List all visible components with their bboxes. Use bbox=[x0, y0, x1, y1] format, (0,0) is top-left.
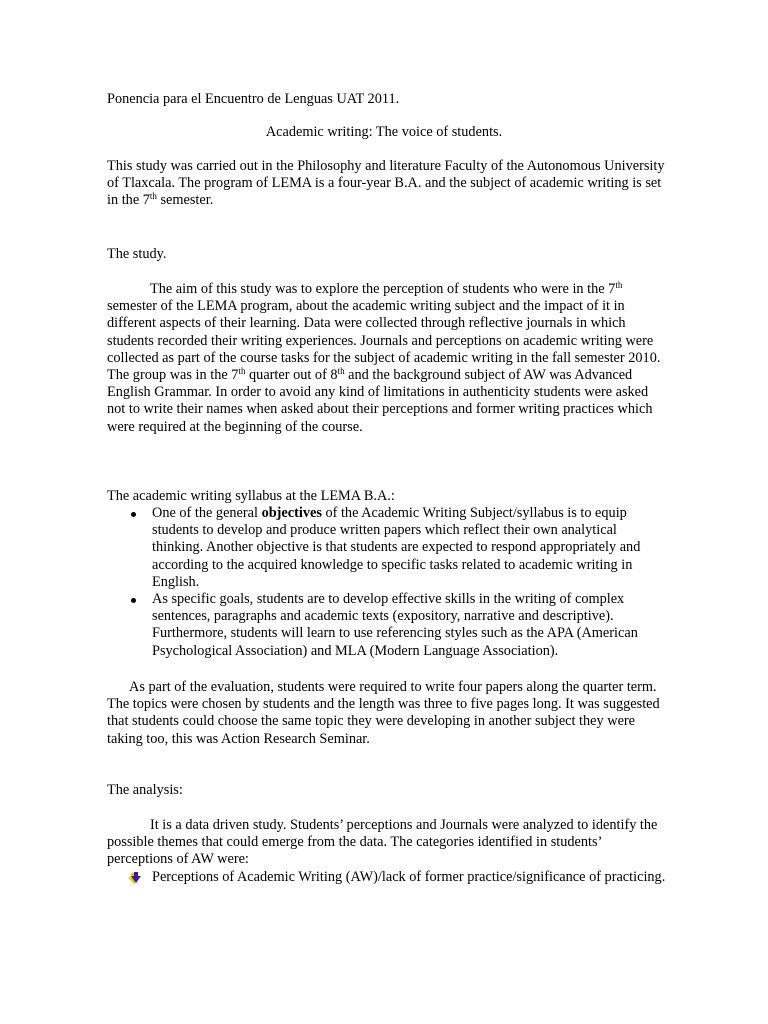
bullet-dot-icon bbox=[131, 512, 136, 517]
list-item: As specific goals, students are to develop effective skills in the writing of complex sentences, paragraphs and academic texts (expository, narrative and descriptive). Furthermore, students will learn to use referencing styles such as the APA (American Psychological Association) and MLA (Modern Language Association). bbox=[107, 591, 667, 660]
objectives-bold: objectives bbox=[261, 505, 322, 521]
study-heading: The study. bbox=[107, 246, 167, 262]
list-item: One of the general objectives of the Academic Writing Subject/syllabus is to equip students to develop and produce written papers which reflect their own analytical thinking. Another objective is that students are expected to respond appropriately and according to the acquired knowledge to specific tasks related to academic writing in English. bbox=[107, 505, 667, 591]
bullet-dot-icon bbox=[131, 598, 136, 603]
syllabus-heading: The academic writing syllabus at the LEMA B.A.: bbox=[107, 488, 395, 504]
intro-paragraph: This study was carried out in the Philosophy and literature Faculty of the Autonomous University of Tlaxcala. The program of LEMA is a four-year B.A. and the subject of academic writing is set in the 7th semester. bbox=[107, 158, 665, 209]
arrow-bullet-icon bbox=[129, 871, 143, 885]
study-paragraph: The aim of this study was to explore the perception of students who were in the 7th semester of the LEMA program, about the academic writing subject and the impact of it in different aspects of their learning. Data were collected through reflective journals in which students recorded their writing experiences. Journals and perceptions on academic writing were collected as part of the course tasks for the subject of academic writing in the fall semester 2010. The group was in the 7th quarter out of 8th and the background subject of AW was Advanced English Grammar. In order to avoid any kind of limitations in authenticity students were asked not to write their names when asked about their perceptions and former writing practices which were required at the beginning of the course. bbox=[107, 280, 661, 435]
syllabus-list bbox=[107, 505, 667, 660]
conference-header: Ponencia para el Encuentro de Lenguas UAT 2011. bbox=[107, 91, 400, 107]
categories-list bbox=[107, 869, 667, 886]
list-item: Perceptions of Academic Writing (AW)/lack of former practice/significance of practicing. bbox=[107, 869, 667, 886]
analysis-paragraph: It is a data driven study. Students’ perceptions and Journals were analyzed to identify the possible themes that could emerge from the data. The categories identified in students’ perceptions of AW were: bbox=[107, 817, 658, 868]
analysis-heading: The analysis: bbox=[107, 782, 183, 798]
evaluation-paragraph: As part of the evaluation, students were required to write four papers along the quarter term. The topics were chosen by students and the length was three to five pages long. It was suggested that students could choose the same topic they were developing in another subject they were taking too, this was Action Research Seminar. bbox=[107, 679, 660, 747]
document-title: Academic writing: The voice of students. bbox=[265, 124, 503, 140]
